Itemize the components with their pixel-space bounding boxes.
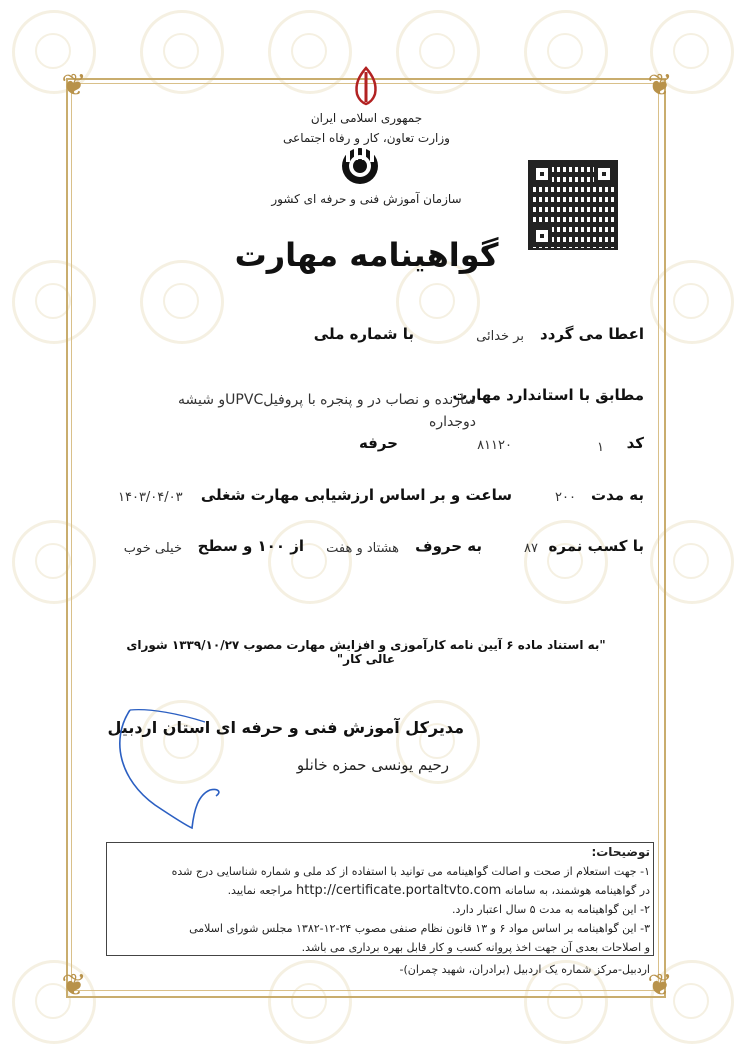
note-1a: ۱- جهت استعلام از صحت و اصالت گواهینامه می توانید با استفاده از کد ملی و شماره شناسایی درج شده — [171, 865, 650, 878]
awarded-name: بر خدائی — [476, 329, 524, 344]
handwritten-signature — [110, 700, 240, 840]
national-id-label: با شماره ملی — [313, 325, 414, 343]
header-ministry: وزارت تعاون، کار و رفاه اجتماعی — [283, 131, 450, 145]
level-label: از ۱۰۰ و سطح — [197, 537, 304, 555]
profession-label: حرفه — [358, 434, 398, 452]
level-value: خیلی خوب — [123, 541, 182, 556]
certificate-title: گواهینامه مهارت — [234, 236, 499, 274]
corner-ornament-icon: ❦ — [61, 68, 87, 103]
note-2: ۲- این گواهینامه به مدت ۵ سال اعتبار دارد. — [452, 903, 650, 916]
portal-link[interactable]: http://certificate.portaltvto.com — [296, 883, 502, 898]
signatory-title: مدیرکل آموزش فنی و حرفه ای استان اردبیل — [107, 718, 464, 737]
score-words-label: به حروف — [415, 537, 482, 555]
iran-emblem-icon — [349, 66, 383, 106]
issuing-center: اردبیل-مرکز شماره یک اردبیل (برادران، شهید چمران)- — [399, 963, 650, 976]
decree-statement: "به استناد ماده ۶ آیین نامه کارآموزی و افزایش مهارت مصوب ۱۳۳۹/۱۰/۲۷ شورای عالی کار" — [126, 638, 606, 666]
duration-value: ۲۰۰ — [555, 490, 576, 505]
header-country: جمهوری اسلامی ایران — [310, 111, 423, 125]
corner-ornament-icon: ❦ — [647, 968, 673, 1003]
note-3b: و اصلاحات بعدی آن جهت اخذ پروانه کسب و کار قابل بهره برداری می باشد. — [301, 941, 650, 954]
header-organization: سازمان آموزش فنی و حرفه ای کشور — [271, 192, 462, 206]
note-1b: در گواهینامه هوشمند، به سامانه — [504, 884, 650, 897]
code-digit: ۱ — [597, 440, 604, 455]
note-1c: مراجعه نمایید. — [227, 884, 293, 897]
duration-label: به مدت — [591, 486, 644, 504]
code-value: ۸۱۱۲۰ — [477, 438, 512, 453]
score-label: با کسب نمره — [548, 537, 644, 555]
standard-label: مطابق با استاندارد مهارت — [452, 386, 644, 404]
tvto-logo-icon — [340, 146, 380, 186]
certificate-date: ۱۴۰۳/۰۴/۰۳ — [118, 490, 183, 505]
assessment-label: ساعت و بر اساس ارزشیابی مهارت شغلی — [200, 486, 512, 504]
corner-ornament-icon: ❦ — [647, 68, 673, 103]
standard-value: سازنده و نصاب در و پنجره با پروفیلUPVCو شیشه دوجداره — [178, 392, 476, 430]
corner-ornament-icon: ❦ — [61, 968, 87, 1003]
note-3a: ۳- این گواهینامه بر اساس مواد ۶ و ۱۳ قانون نظام صنفی مصوب ۲۴-۱۲-۱۳۸۲ مجلس شورای اسلامی — [189, 922, 650, 935]
notes-heading: توضیحات: — [591, 845, 650, 859]
signatory-name: رحیم یونسی حمزه خانلو — [296, 756, 449, 774]
qr-code[interactable] — [528, 160, 618, 250]
awarded-label: اعطا می گردد — [540, 325, 644, 343]
code-label: کد — [626, 434, 644, 452]
score-value: ۸۷ — [524, 541, 538, 556]
score-words-value: هشتاد و هفت — [326, 541, 399, 556]
